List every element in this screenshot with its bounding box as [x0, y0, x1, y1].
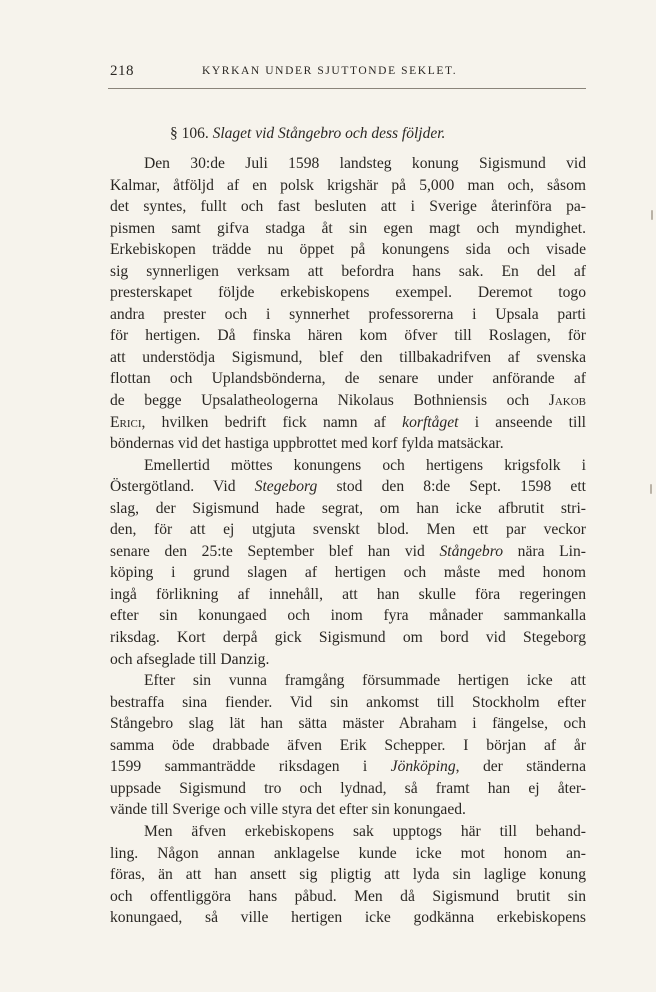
text-run: de begge Upsalatheologerna Nikolaus Bothniensis och	[110, 392, 549, 410]
text-run: föras, än att han ansett sig pligtig att lyda sin laglige konung	[110, 866, 586, 884]
text-run: Erkebiskopen trädde nu öppet på konungens sida och visade	[110, 241, 586, 259]
text-run: Efter sin vunna framgång försummade hertigen icke att	[144, 672, 586, 690]
text-run: ling. Någon annan anklagelse kunde icke mot honom an-	[110, 844, 586, 862]
text-line	[110, 476, 586, 498]
text-line	[110, 218, 586, 240]
text-line	[110, 756, 586, 778]
text-line	[110, 627, 586, 649]
text-line	[110, 778, 586, 800]
text-run: stod den 8:de Sept. 1598 ett	[317, 478, 586, 496]
text-line	[110, 175, 586, 197]
text-run: för hertigen. Då finska hären kom öfver till Roslagen, för	[110, 327, 586, 345]
margin-mark	[650, 484, 652, 494]
text-line	[110, 325, 586, 347]
text-line	[110, 519, 586, 541]
text-run: Stångebro slag lät han sätta mäster Abraham i fängelse, och	[110, 715, 586, 733]
text-run: , hvilken bedrift fick namn af	[141, 413, 403, 431]
italic-text: Stångebro	[439, 542, 503, 560]
text-run: samma öde drabbade äfven Erik Schepper. I början af år	[110, 736, 586, 754]
text-run: sig synnerligen verksam att befordra hans sak. En del af	[110, 262, 586, 280]
text-line	[110, 412, 586, 434]
text-run: och afseglade till Danzig.	[110, 650, 270, 668]
text-run: flottan och Uplandsbönderna, de senare under anförande af	[110, 370, 586, 388]
text-line	[110, 304, 586, 326]
text-run: Östergötland. Vid	[110, 478, 255, 496]
text-line	[110, 584, 586, 606]
text-run: och offentliggöra hans påbud. Men då Sigismund brutit sin	[110, 887, 586, 905]
text-run: böndernas vid det hastiga uppbrottet med korf fylda matsäckar.	[110, 435, 504, 453]
running-head: KYRKAN UNDER SJUTTONDE SEKLET.	[202, 65, 458, 77]
text-run: Kalmar, åtföljd af en polsk krigshär på 5,000 man och, såsom	[110, 176, 586, 194]
text-line	[110, 605, 586, 627]
text-run: , der ständerna	[455, 758, 586, 776]
text-run: andra prester och i synnerhet professorerna i Upsala parti	[110, 305, 586, 323]
text-run: i anseende till	[458, 413, 586, 431]
text-line	[110, 153, 586, 175]
text-line	[110, 390, 586, 412]
header-rule	[108, 88, 586, 89]
italic-text: Stegeborg	[254, 478, 318, 496]
text-run: bestraffa sina fiender. Vid sin ankomst till Stockholm efter	[110, 693, 586, 711]
text-run: ingå förlikning af innehåll, att han skulle föra regeringen	[110, 585, 586, 603]
text-line	[110, 347, 586, 369]
text-line	[110, 821, 586, 843]
text-line	[110, 433, 586, 455]
section-number: § 106.	[170, 125, 209, 142]
section-heading	[170, 125, 445, 143]
margin-mark	[651, 210, 653, 220]
text-run: presterskapet följde erkebiskopens exempel. Deremot togo	[110, 284, 586, 302]
text-line	[110, 368, 586, 390]
section-title: Slaget vid Stångebro och dess följder.	[212, 125, 446, 142]
text-line	[110, 239, 586, 261]
text-run: Emellertid möttes konungens och hertigens krigsfolk i	[144, 456, 586, 474]
text-run: att understödja Sigismund, blef den tillbakadrifven af svenska	[110, 348, 586, 366]
text-line	[110, 907, 586, 929]
text-run: riksdag. Kort derpå gick Sigismund om bord vid Stegeborg	[110, 629, 586, 647]
text-line	[110, 799, 586, 821]
italic-text: korftåget	[402, 413, 459, 431]
text-line	[110, 541, 586, 563]
text-run: uppsade Sigismund tro och lydnad, så framt han ej åter-	[110, 779, 586, 797]
small-caps-text: Erici	[110, 413, 142, 431]
text-run: nära Lin-	[503, 542, 586, 560]
text-line	[110, 562, 586, 584]
text-line	[110, 886, 586, 908]
text-line	[110, 692, 586, 714]
text-line	[110, 649, 586, 671]
text-line	[110, 735, 586, 757]
page-header	[110, 63, 586, 83]
text-line	[110, 670, 586, 692]
text-run: vände till Sverige och ville styra det efter sin konungaed.	[110, 801, 466, 819]
text-run: 1599 sammanträdde riksdagen i	[110, 758, 391, 776]
text-run: Men äfven erkebiskopens sak upptogs här till behand-	[144, 822, 586, 840]
small-caps-text: Jakob	[548, 392, 586, 410]
text-line	[110, 196, 586, 218]
text-run: senare den 25:te September blef han vid	[110, 542, 440, 560]
page-number: 218	[110, 63, 134, 79]
text-run: efter sin konungaed och inom fyra månader sammankalla	[110, 607, 586, 625]
text-run: slag, der Sigismund hade segrat, om han icke afbrutit stri-	[110, 499, 586, 517]
text-line	[110, 843, 586, 865]
text-line	[110, 864, 586, 886]
text-run: köping i grund slagen af hertigen och måste med honom	[110, 564, 586, 582]
body-text	[110, 153, 586, 929]
text-run: den, för att ej utgjuta svenskt blod. Men ett par veckor	[110, 521, 586, 539]
text-line	[110, 282, 586, 304]
text-run: konungaed, så ville hertigen icke godkänna erkebiskopens	[110, 909, 586, 927]
text-line	[110, 498, 586, 520]
italic-text: Jönköping	[390, 758, 456, 776]
text-run: Den 30:de Juli 1598 landsteg konung Sigismund vid	[144, 155, 586, 172]
text-run: pismen samt gifva stadga åt sin egen magt och myndighet.	[110, 219, 586, 237]
text-line	[110, 713, 586, 735]
text-line	[110, 455, 586, 477]
text-line	[110, 261, 586, 283]
text-run: det syntes, fullt och fast besluten att i Sverige återinföra pa-	[110, 198, 586, 216]
